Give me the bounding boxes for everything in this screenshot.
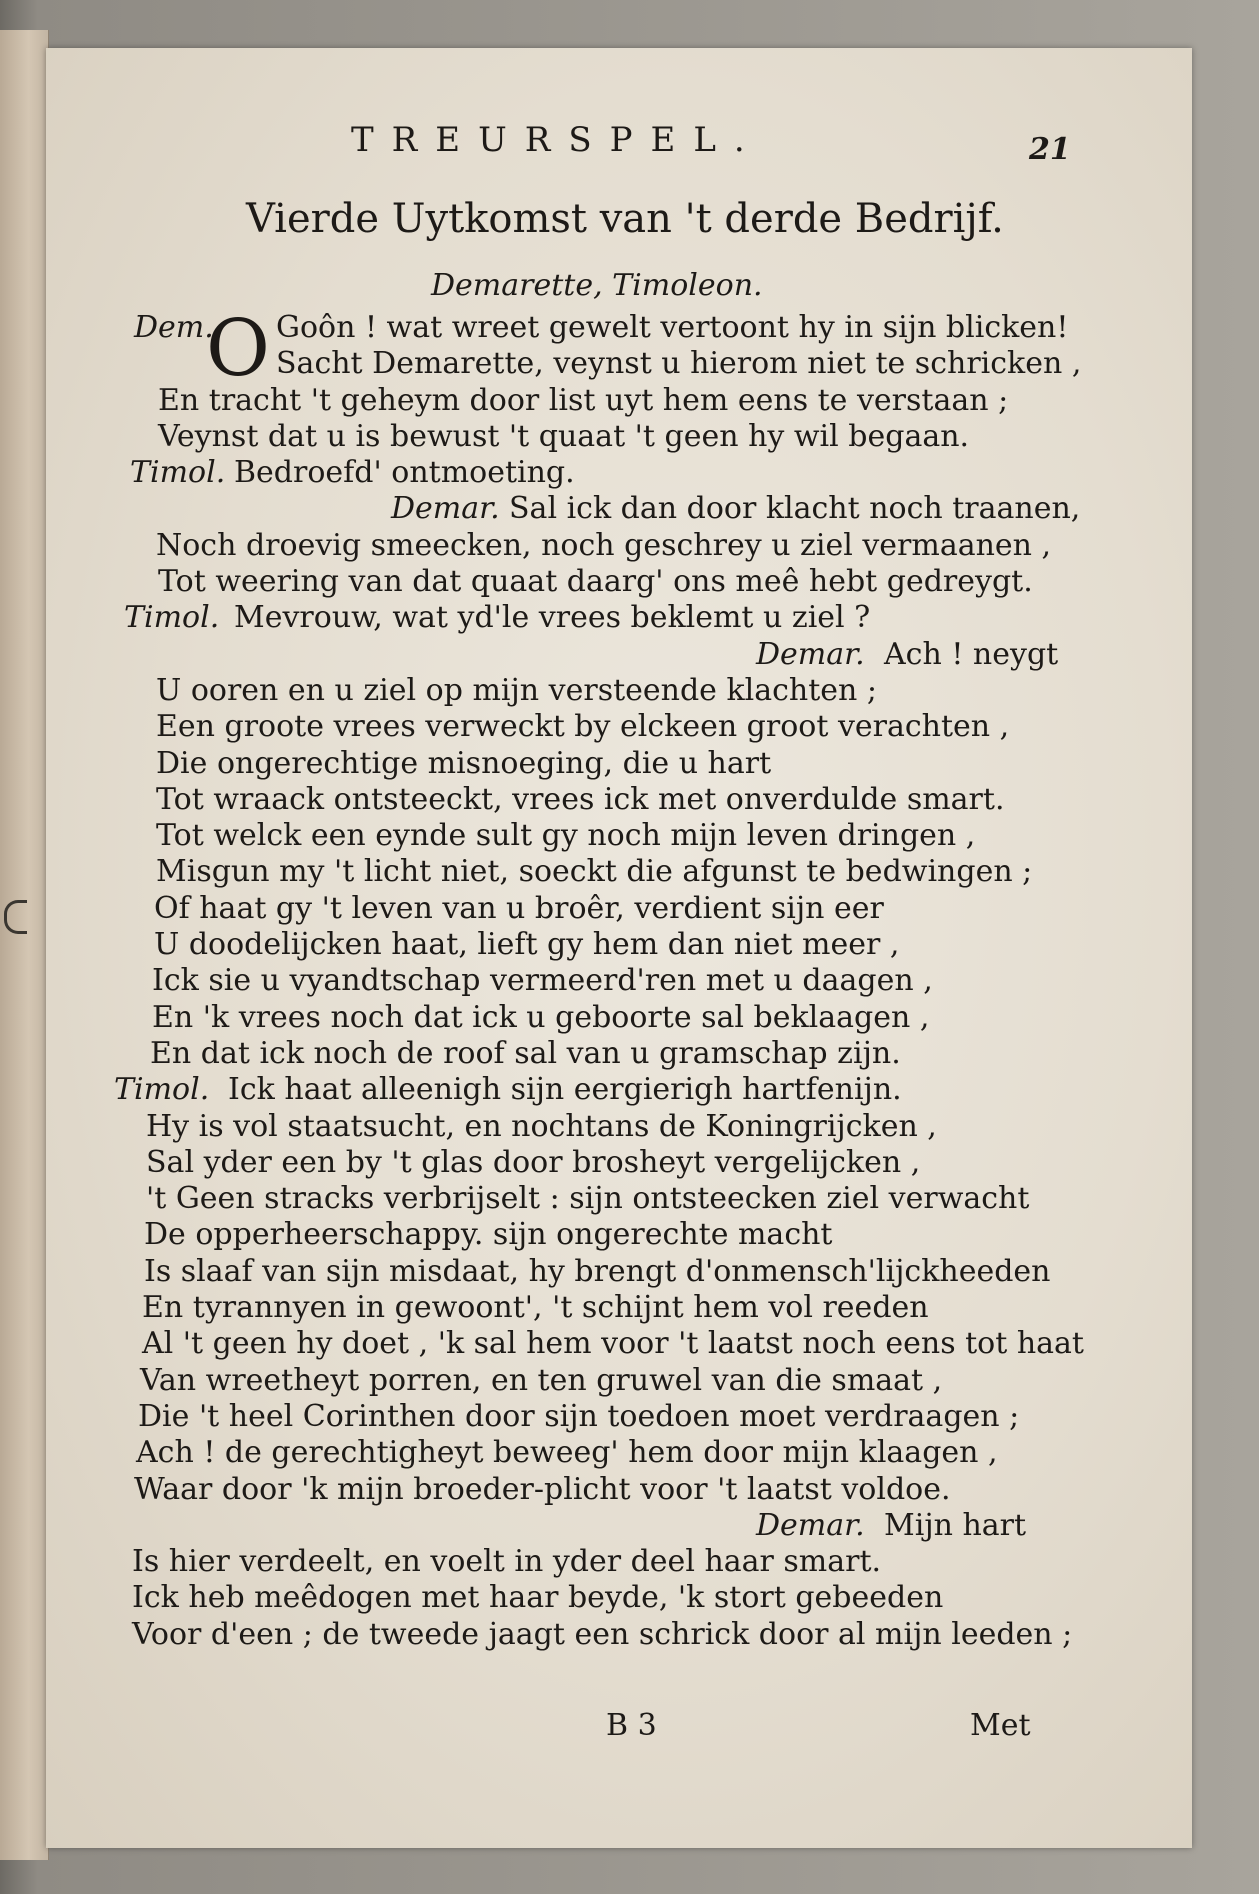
signature-mark: B 3	[606, 1708, 657, 1743]
verse-line	[46, 1181, 1192, 1217]
verse-text: En tracht 't geheym door list uyt hem eens te verstaan ;	[158, 382, 1009, 418]
verse-text: Mijn hart	[884, 1507, 1027, 1543]
verse-text: En 'k vrees noch dat ick u geboorte sal beklaagen ,	[152, 999, 930, 1035]
verse-text: Ach ! de gerechtigheyt beweeg' hem door mijn klaagen ,	[136, 1435, 998, 1471]
verse-text: Ick sie u vyandtschap vermeerd'ren met u daagen ,	[152, 963, 933, 999]
verse-text: Is hier verdeelt, en voelt in yder deel haar smart.	[132, 1544, 882, 1580]
page-number: 21	[1029, 132, 1071, 167]
verse-text: Van wreetheyt porren, en ten gruwel van die smaat ,	[140, 1362, 943, 1398]
verse-text: Waar door 'k mijn broeder-plicht voor 't laatst voldoe.	[134, 1471, 951, 1507]
verse-text: De opperheerschappy. sijn ongerechte macht	[144, 1217, 833, 1253]
verse-line	[46, 1435, 1192, 1471]
previous-page-edge	[0, 30, 49, 1860]
verse-line	[46, 1036, 1192, 1072]
verse-text: Sacht Demarette, veynst u hierom niet te schricken ,	[276, 346, 1082, 382]
verse-line	[46, 818, 1192, 854]
verse-line	[46, 1290, 1192, 1326]
verse-text: Voor d'een ; de tweede jaagt een schrick door al mijn leeden ;	[132, 1616, 1073, 1652]
verse-text: Ach ! neygt	[884, 636, 1059, 672]
verse-line	[46, 963, 1192, 999]
verse-line	[46, 564, 1192, 600]
verse-line	[46, 1363, 1192, 1399]
verse-line	[46, 1544, 1192, 1580]
verse-line	[46, 455, 1192, 491]
catchword: Met	[970, 1708, 1031, 1743]
verse-text: Tot wraack ontsteeckt, vrees ick met onverdulde smart.	[156, 781, 1005, 817]
verse-text: Die 't heel Corinthen door sijn toedoen moet verdraagen ;	[138, 1398, 1020, 1434]
verse-text: Sal ick dan door klacht noch traanen,	[509, 491, 1081, 527]
verse-text: Misgun my 't licht niet, soeckt die afgunst te bedwingen ;	[156, 854, 1033, 890]
verse-text: En dat ick noch de roof sal van u gramschap zijn.	[150, 1035, 901, 1071]
verse-line	[46, 927, 1192, 963]
verse-line	[46, 1254, 1192, 1290]
verse-text: Mevrouw, wat yd'le vrees beklemt u ziel ?	[234, 600, 871, 636]
book-page	[46, 48, 1192, 1848]
binding-clip	[4, 900, 27, 934]
verse-text: 't Geen stracks verbrijselt : sijn ontsteecken ziel verwacht	[146, 1181, 1030, 1217]
verse-text: Ick haat alleenigh sijn eergierigh hartfenijn.	[228, 1072, 902, 1108]
verse-line	[46, 1508, 1192, 1544]
verse-line	[46, 709, 1192, 745]
verse-text: Bedroefd' ontmoeting.	[234, 455, 575, 491]
verse-text: Of haat gy 't leven van u broêr, verdient sijn eer	[154, 890, 884, 926]
verse-line	[46, 1000, 1192, 1036]
speaker-label: Demar.	[756, 1507, 865, 1543]
verse-text: En tyrannyen in gewoont', 't schijnt hem vol reeden	[142, 1290, 929, 1326]
drop-cap: O	[206, 304, 270, 394]
speaker-label: Timol.	[130, 455, 226, 491]
speaker-label: Timol.	[114, 1072, 210, 1108]
speaker-label: Dem.	[134, 310, 214, 345]
verse-line	[46, 419, 1192, 455]
running-head: TREURSPEL.	[351, 120, 763, 160]
verse-line	[46, 1217, 1192, 1253]
verse-text: Al 't geen hy doet , 'k sal hem voor 't laatst noch eens tot haat	[142, 1326, 1084, 1362]
verse-line	[46, 1326, 1192, 1362]
verse-line	[46, 383, 1192, 419]
verse-text: Noch droevig smeecken, noch geschrey u ziel vermaanen ,	[156, 527, 1052, 563]
verse-line	[46, 1580, 1192, 1616]
verse-line	[46, 1109, 1192, 1145]
speaker-label: Demar.	[391, 491, 500, 527]
verse-text: Veynst dat u is bewust 't quaat 't geen hy wil begaan.	[158, 418, 970, 454]
verse-text: Ick heb meêdogen met haar beyde, 'k stort gebeeden	[132, 1580, 944, 1616]
verse-text: Goôn ! wat wreet gewelt vertoont hy in sijn blicken!	[276, 310, 1069, 345]
verse-line	[46, 1472, 1192, 1508]
speaker-label: Timol.	[124, 600, 220, 636]
speaker-label: Demar.	[756, 636, 865, 672]
verse-line	[46, 673, 1192, 709]
verse-text: U doodelijcken haat, lieft gy hem dan niet meer ,	[154, 927, 900, 963]
verse-text: Tot weering van dat quaat daarg' ons meê hebt gedreygt.	[158, 564, 1033, 600]
verse-lines	[46, 304, 1192, 1653]
verse-line	[46, 746, 1192, 782]
verse-line	[46, 346, 1192, 382]
verse-text: Tot welck een eynde sult gy noch mijn leven dringen ,	[156, 818, 976, 854]
verse-line	[46, 1617, 1192, 1653]
verse-line	[46, 528, 1192, 564]
scene-title: Vierde Uytkomst van 't derde Bedrijf.	[246, 196, 1004, 242]
verse-text: Hy is vol staatsucht, en nochtans de Koningrijcken ,	[146, 1108, 937, 1144]
verse-line	[46, 1399, 1192, 1435]
verse-line	[46, 600, 1192, 636]
verse-line	[46, 782, 1192, 818]
verse-line	[46, 491, 1192, 527]
verse-text: Die ongerechtige misnoeging, die u hart	[156, 745, 772, 781]
verse-text: U ooren en u ziel op mijn versteende klachten ;	[156, 672, 878, 708]
character-list: Demarette, Timoleon.	[431, 268, 763, 303]
verse-text: Is slaaf van sijn misdaat, hy brengt d'onmensch'lijckheeden	[144, 1253, 1051, 1289]
verse-line	[46, 1072, 1192, 1108]
verse-line	[46, 891, 1192, 927]
verse-text: Een groote vrees verweckt by elckeen groot verachten ,	[156, 709, 1010, 745]
verse-line	[46, 1145, 1192, 1181]
verse-line	[46, 637, 1192, 673]
verse-text: Sal yder een by 't glas door brosheyt vergelijcken ,	[146, 1144, 921, 1180]
verse-line	[46, 854, 1192, 890]
